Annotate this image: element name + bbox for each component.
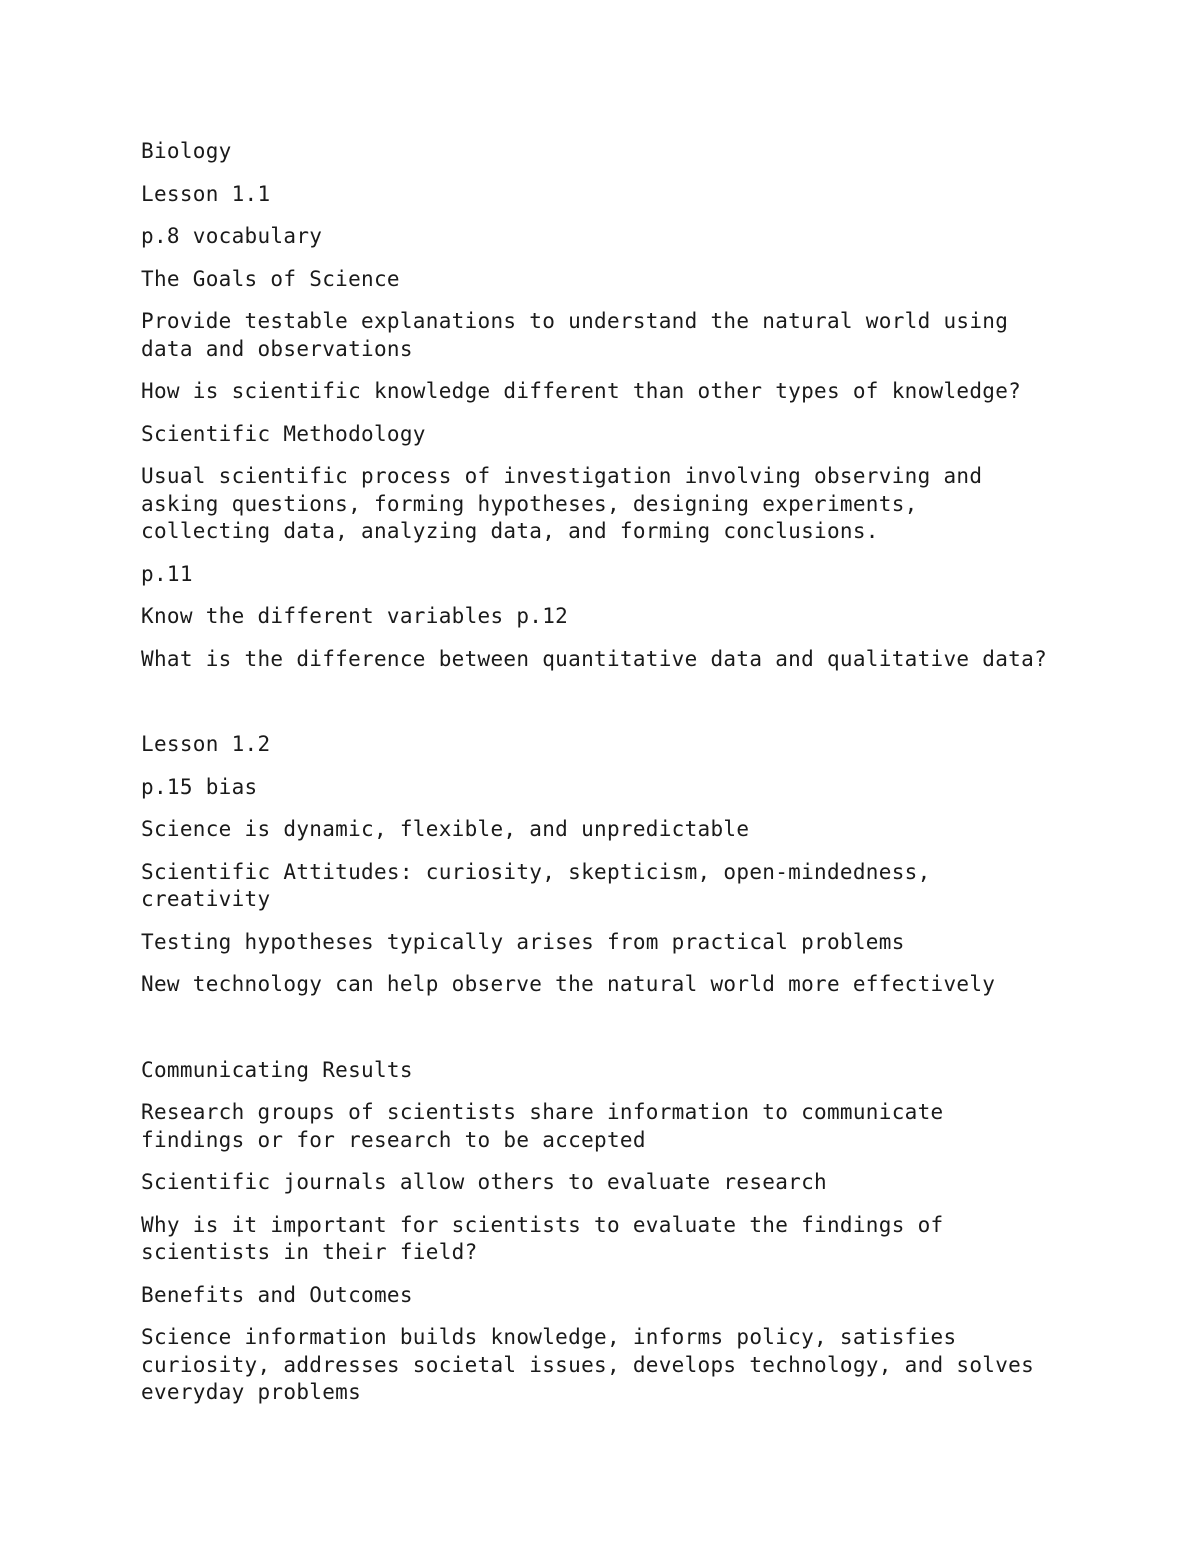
text-line: p.15 bias <box>141 774 258 799</box>
text-paragraph: Usual scientific process of investigation involving observing and asking questions, forming hypotheses, designing experiments, collecting data, analyzing data, and forming conclusions. <box>141 464 983 543</box>
section-heading: Scientific Methodology <box>141 421 426 446</box>
text-line: Scientific journals allow others to evaluate research <box>141 1170 827 1194</box>
lesson-heading: Lesson 1.2 <box>141 732 271 756</box>
question-line: What is the difference between quantitative data and qualitative data? <box>141 646 1048 671</box>
section-heading: The Goals of Science <box>141 266 400 291</box>
question-line: How is scientific knowledge different than other types of knowledge? <box>141 379 1022 403</box>
text-line: Science is dynamic, flexible, and unpredictable <box>141 817 750 841</box>
text-paragraph: Provide testable explanations to understand the natural world using data and observations <box>141 309 1009 361</box>
text-line: Testing hypotheses typically arises from practical problems <box>141 929 905 954</box>
document-body <box>141 138 1101 1422</box>
text-line: Know the different variables p.12 <box>141 604 569 628</box>
section-heading: Communicating Results <box>141 1057 413 1082</box>
text-paragraph: Research groups of scientists share information to communicate findings or for research to be accepted <box>141 1100 944 1152</box>
blank-gap <box>141 1014 1101 1057</box>
text-line: p.8 vocabulary <box>141 224 323 248</box>
lesson-heading: Lesson 1.1 <box>141 181 271 206</box>
text-paragraph: Scientific Attitudes: curiosity, skepticism, open-mindedness, creativity <box>141 859 931 911</box>
text-paragraph: Science information builds knowledge, informs policy, satisfies curiosity, addresses societal issues, develops technology, and solves everyday problems <box>141 1325 1035 1404</box>
question-line: Why is it important for scientists to evaluate the findings of scientists in their field? <box>141 1212 944 1264</box>
text-line: p.11 <box>141 561 193 586</box>
blank-gap <box>141 688 1101 731</box>
section-heading: Benefits and Outcomes <box>141 1282 413 1307</box>
document-title: Biology <box>141 139 232 163</box>
text-line: New technology can help observe the natural world more effectively <box>141 972 996 996</box>
